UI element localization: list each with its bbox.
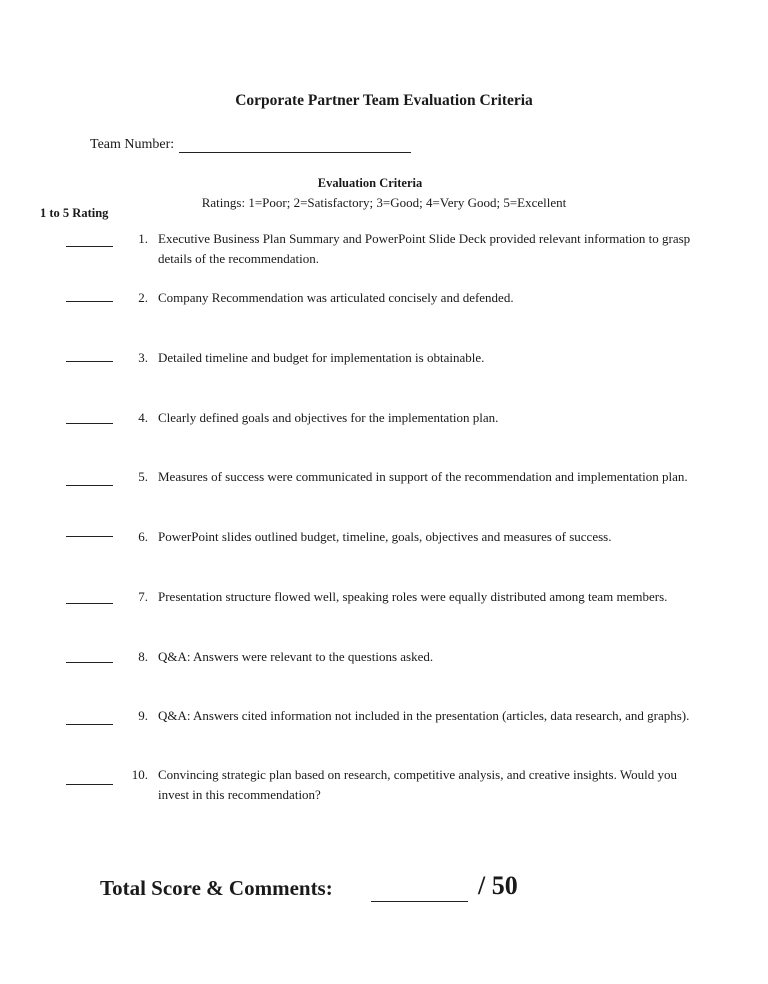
criterion-text: Presentation structure flowed well, speaking roles were equally distributed among team members. — [158, 589, 668, 604]
criterion-number: 2. — [138, 290, 148, 305]
rating-blank[interactable] — [66, 784, 113, 785]
criterion-text: Measures of success were communicated in support of the recommendation and implementation plan. — [158, 469, 688, 484]
criterion-number: 3. — [138, 350, 148, 365]
rating-blank[interactable] — [66, 423, 113, 424]
criterion-text: PowerPoint slides outlined budget, timeline, goals, objectives and measures of success. — [158, 529, 612, 544]
rating-blank[interactable] — [66, 603, 113, 604]
rating-blank[interactable] — [66, 361, 113, 362]
rating-blank[interactable] — [66, 662, 113, 663]
total-score-field[interactable] — [371, 901, 468, 902]
rating-blank[interactable] — [66, 485, 113, 486]
criterion-text: Company Recommendation was articulated concisely and defended. — [158, 290, 514, 305]
team-number-label: Team Number: — [90, 137, 175, 152]
rating-blank[interactable] — [66, 246, 113, 247]
team-number-field[interactable] — [179, 140, 411, 153]
criterion-text: Detailed timeline and budget for implementation is obtainable. — [158, 350, 485, 365]
criterion-text: Executive Business Plan Summary and PowerPoint Slide Deck provided relevant information to grasp details of the recommendation. — [158, 231, 691, 266]
document-title: Corporate Partner Team Evaluation Criteria — [235, 92, 533, 109]
ratings-legend: Ratings: 1=Poor; 2=Satisfactory; 3=Good; 4=Very Good; 5=Excellent — [201, 195, 567, 210]
criterion-number: 8. — [138, 649, 148, 664]
rating-blank[interactable] — [66, 724, 113, 725]
criterion-number: 1. — [138, 231, 148, 246]
criterion-text: Clearly defined goals and objectives for the implementation plan. — [158, 410, 499, 425]
criterion-number: 7. — [138, 589, 148, 604]
score-max: / 50 — [478, 871, 518, 900]
criterion-text: Q&A: Answers cited information not included in the presentation (articles, data research, and graphs). — [158, 708, 690, 723]
rating-column-label: 1 to 5 Rating — [40, 206, 109, 220]
team-number-row — [90, 137, 411, 153]
criterion-number: 9. — [138, 708, 148, 723]
criterion-number: 6. — [138, 529, 148, 544]
rating-blank[interactable] — [66, 301, 113, 302]
criterion-number: 4. — [138, 410, 148, 425]
criteria-heading: Evaluation Criteria — [317, 176, 423, 190]
rating-blank[interactable] — [66, 536, 113, 537]
criterion-text: Convincing strategic plan based on research, competitive analysis, and creative insights. Would you invest in this recommendation? — [158, 767, 677, 802]
criterion-text: Q&A: Answers were relevant to the questions asked. — [158, 649, 434, 664]
criterion-number: 10. — [131, 767, 148, 782]
total-score-label: Total Score & Comments: — [100, 876, 333, 900]
criterion-number: 5. — [138, 469, 148, 484]
